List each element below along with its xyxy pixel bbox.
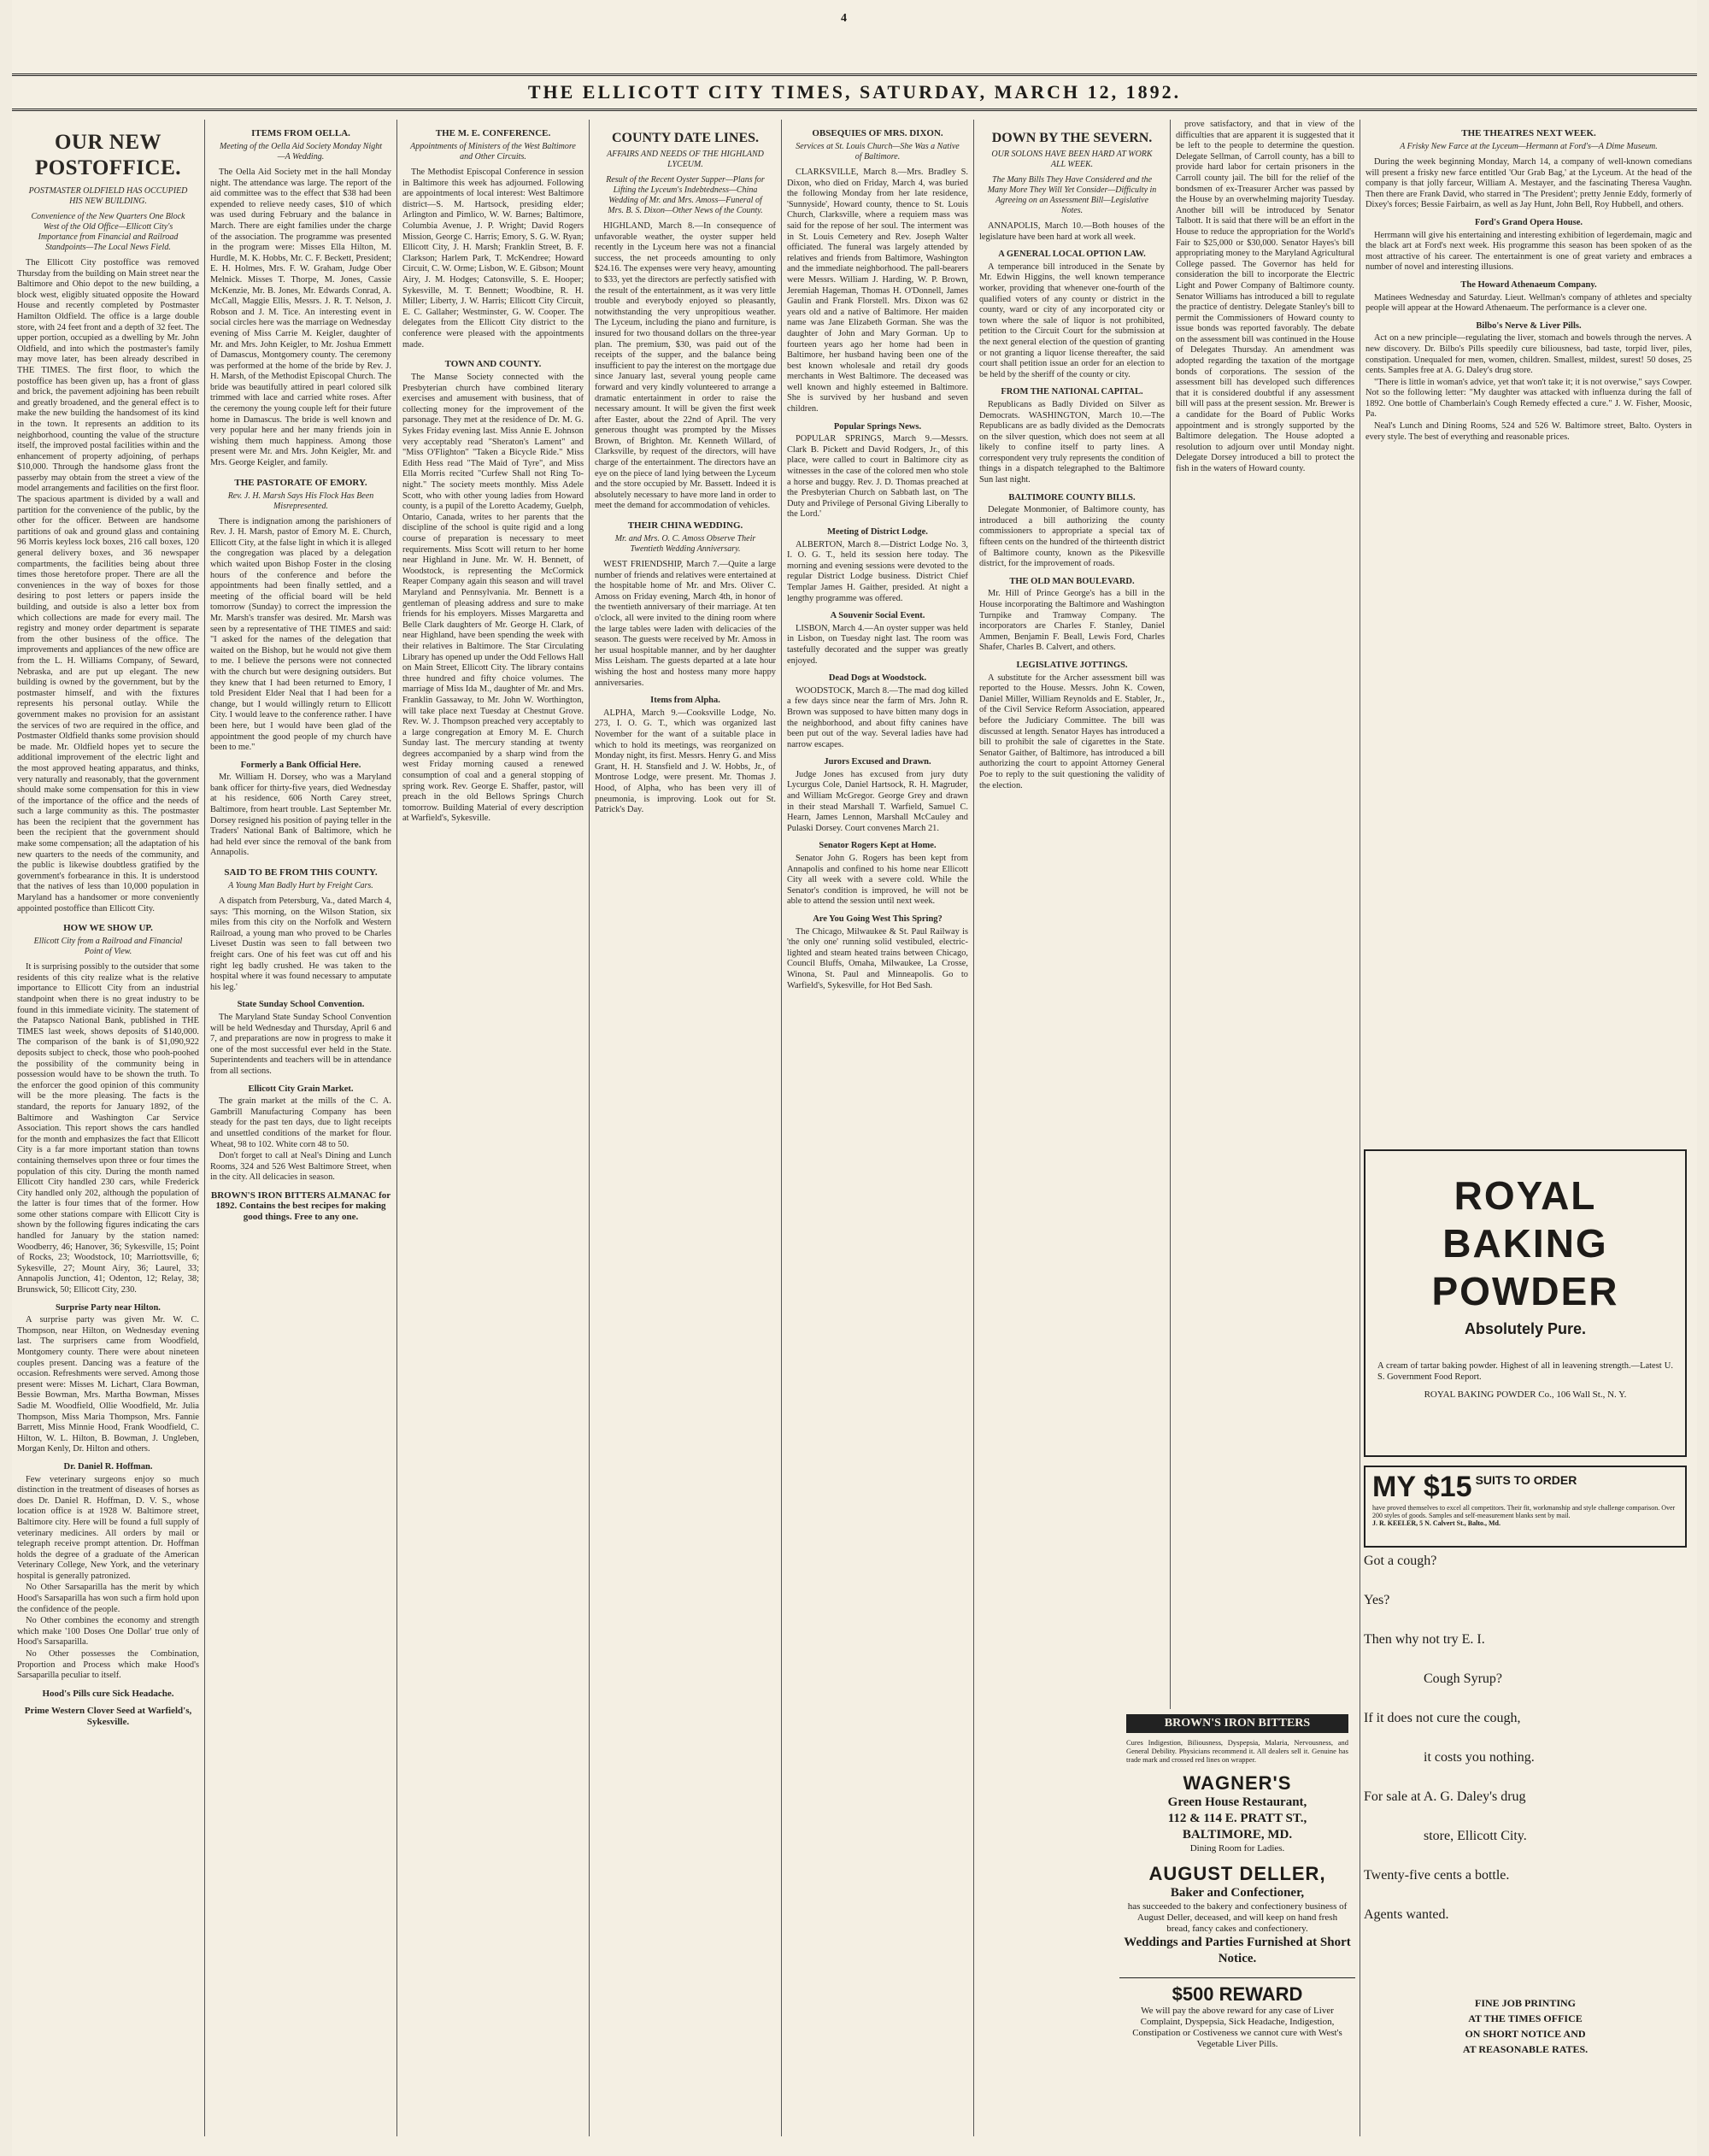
article-body: The Oella Aid Society met in the hall Monday night. The attendance was large. The report of the aid committee was to the effect that $38 had been expended to relieve needy cases, $10 of which was used during February and the balance in March. There are eight families under the charge of the association. The programme was presented in the program were: Misses Ella Hilton, M. Hurdle, M. K. Hobbs, Mr. C. F. Beckett, President; E. H. Holmes, Mrs. F. W. Graham, Judge Ober Melnick. Misses T. Thorpe, M. Jones, Cassie McKenzie, Mr. B. Jones, Mr. Edwards Conrad, A. McCall, Maggie Ellis, Messrs. J. R. T. Nelson, J. Robson and J. M. Tice. An interesting event in social circles here was the marriage on Wednesday evening of Miss Carrie M. Keigler, daughter of Mr. and Mrs. John Keigler, to Mr. Joshua Emmett of Damascus, Montgomery county. The ceremony was performed at the home of the bride by Rev. J. H. Marsh, of the Methodist Episcopal Church. The bride was beautifully attired in pearl colored silk trimmed with lace and carried white roses. After the ceremony the young couple left for their future home in Damascus. The bride is well known and very popular here and her many friends join in wishing them much happiness. Among those present were Mr. and Mrs. John Keigler, Mr. and Mrs. George Keigler, and family. — [210, 167, 391, 468]
deck: POSTMASTER OLDFIELD HAS OCCUPIED HIS NEW BUILDING. — [28, 186, 188, 206]
ad-deller-title: AUGUST DELLER, — [1148, 1863, 1326, 1884]
section-heading: Items from Alpha. — [650, 696, 720, 706]
ad-royal-line3: POWDER — [1431, 1269, 1619, 1313]
section-heading: Dr. Daniel R. Hoffman. — [63, 1461, 153, 1472]
article-body: ALPHA, March 9.—Cooksville Lodge, No. 273, I. O. G. T., which was organized last November for the want of a suitable place in which to hold its meetings, was reorganized on Monday night, its first. Messrs. Henry G. and Miss Grant, H. H. Stansfield and J. W. Hobbs, Jr., of Montrose Lodge, were present. Mr. Thomas J. Hood, of Alpha, who has been very ill of pneumonia, is improving. Look out for St. Patrick's Day. — [595, 708, 776, 815]
article-body: Mr. Hill of Prince George's has a bill in the House incorporating the Baltimore and Washington Turnpike and Tramway Company. The incorporators are Charles F. Stanley, Daniel Ammen, Benjamin F. Beall, Lewis Ford, Charles Shafer, Charles B. Calvert, and others. — [979, 589, 1165, 653]
deck: AFFAIRS AND NEEDS OF THE HIGHLAND LYCEUM. — [607, 150, 764, 169]
ad-text: Don't forget to call at Neal's Dining and Lunch Rooms, 324 and 526 West Baltimore Street, when in the city. All delicacies in season. — [210, 1151, 391, 1183]
article-body: Judge Jones has excused from jury duty Lycurgus Cole, Daniel Hartsock, R. H. Magruder, and William McGregor. George Grey and drawn in their stead Marshall T. Warfield, Samuel C. Hearn, James Lennon, Marshall McCauley and Pulaski Dorsey. Court convenes March 21. — [787, 769, 968, 833]
ad-suits-price: MY $15 — [1372, 1471, 1472, 1503]
ad-hoods-pills: Hood's Pills cure Sick Headache. — [42, 1688, 174, 1699]
article-body: "There is little in woman's advice, yet that won't take it; it is not overwise," says Cowper. Not so the following letter: "My daughter was attacked with influenza during the fall of 1892. One bottle of Chamberlain's Cough Remedy effected a cure." J. W. Fisher, Moosic, Pa. — [1365, 377, 1692, 420]
article-body: ANNAPOLIS, March 10.—Both houses of the legislature have been hard at work all week. — [979, 221, 1165, 242]
section-heading: FROM THE NATIONAL CAPITAL. — [1001, 387, 1143, 397]
deck: OUR SOLONS HAVE BEEN HARD AT WORK ALL WEEK. — [991, 150, 1153, 169]
ad-royal-line1: ROYAL — [1454, 1173, 1597, 1218]
column-1 — [12, 120, 204, 2136]
article-body: The Ellicott City postoffice was removed Thursday from the building on Main street near the Baltimore and Ohio depot to the new building, a block west, eligibly situated opposite the Howard House and recently completed by Postmaster Hamilton Oldfield. The office is a large double store, with 24 feet front and a depth of 32 feet. The upper portion, occupied as a dwelling by Mr. John Oldfield, and into which the postmaster's family may move later, has been already described in THE TIMES. The first floor, to which the postoffice has been given up, has a front of glass and brick, the pavement adjoining has been rebuilt and greatly broadened, and the general effect is to make the new building the handsomest of its kind in the town. It represents an addition to its neighborhood, counting the value of the structure itself, the improved postal facilities within and the enhancement of property adjoining, of perhaps $10,000. Through the handsome glass front the passerby may obtain from the street a view of the model arrangements and facilities on the first floor. The spacious apartment is divided by a wall and partition for the convenience of the public, by the other for the officer. Between are handsome partitions of oak and ground glass and containing 96 Morris keyless lock boxes, 216 call boxes, 120 general delivery boxes, and 36 newspaper compartments, the facilities being about three times those heretofore proper. There are all the conveniences in the way of boxes for those desiring to post letters or papers inside the building, and outside is also a letter box from which collections are made for every mail. The registry and money order department is separate from the other business of the office. The improvements and appliances of the new office are from the L. H. Williams Company, of Seward, Nebraska, and are put up elegant. The new building is owned by the government, but by the postmaster himself, and with the fixtures represents his personal outlay. While the government makes no provision for an assistant the services of two are required in the office, and Postmaster Oldfield thanks some provision should be made. Mr. Oldfield hopes yet to secure the additional improvement of the electric light and the most approved heating apparatus, and thinks, very naturally and reasonably, that the government should make some compensation for this in view of the importance of the office and the needs of such a large community as this. The postmaster has been the recipient that the government has been the recipient that the government should make some compensation; all the adaptation of his new quarters to the needs of the community, and the public is likewise doubtless gratified by the government's forbearance in this. It is understood that the natives of less than 10,000 population in Maryland has a handsomer or more conveniently appointed postoffice than Ellicott City. — [17, 258, 199, 914]
newspaper-page — [12, 0, 1697, 2156]
cough-line: it costs you nothing. — [1424, 1750, 1535, 1765]
section-heading: Meeting of District Lodge. — [827, 527, 928, 537]
cough-line: Yes? — [1364, 1593, 1390, 1607]
article-body: Delegate Monmonier, of Baltimore county, has introduced a bill authorizing the county commissioners to appropriate a special tax of fifteen cents on the hundred of the thirteenth district of Baltimore county, known as the Pikesville district, for the improvement of roads. — [979, 505, 1165, 569]
column-3 — [397, 120, 589, 2136]
ad-wagner-title: WAGNER'S — [1183, 1772, 1292, 1794]
article-body: A substitute for the Archer assessment bill was reported to the House. Messrs. John K. Cowen, Daniel Miller, William Reynolds and E. Stabler, Jr., of the Civil Service Reform Association, appeared before the Judiciary Committee. The bill was discussed at length. Senator Hayes has introduced a bill to prohibit the sale of cigarettes in the State. Senator Gaither, of Baltimore, has introduced a bill authorizing the court to appoint Attorney General Poe to reply to the suit questioning the validity of the election. — [979, 673, 1165, 790]
deck: Ellicott City from a Railroad and Financial Point of View. — [33, 937, 183, 957]
section-heading: Popular Springs News. — [833, 421, 922, 432]
ad-job-printing — [1364, 1995, 1687, 2098]
section-heading: OBSEQUIES OF MRS. DIXON. — [812, 128, 943, 138]
ad-browns-iron-bitters: BROWN'S IRON BITTERS — [1126, 1714, 1348, 1733]
article-body: A surprise party was given Mr. W. C. Thompson, near Hilton, on Wednesday evening last. The surprisers came from Woodfield, Montgomery county. There were about nineteen couples present. Dancing was a feature of the occasion. Refreshments were served. Among those present were: Misses M. Lichart, Clara Bowman, Bessie Bowman, Mrs. Martha Bowman, Misses Sadie M. Woodfield, Ollie Woodfield, Mr. Julia Thompson, Miss Maria Thompson, Mrs. Fannie Barrett, Miss Minnie Hood, Frank Woodfield, C. Hilton, W. L. Hilton, B. Bowman, J. Ungleben, Morgan Kenly, Dr. Hilton and others. — [17, 1315, 199, 1454]
subdeck: Convenience of the New Quarters One Block West of the Old Office—Ellicott City's Importance from Financial and Railroad Standpoints—The Local News Field. — [31, 212, 185, 252]
article-body: Herrmann will give his entertaining and interesting exhibition of legerdemain, magic and the black art at Ford's next week. His programme this season has been spoken of as the most attractive of his career. The entertainment is one of great variety and embraces a number of novel and interesting illusions. — [1365, 230, 1692, 273]
subdeck: Result of the Recent Oyster Supper—Plans for Lifting the Lyceum's Indebtedness—China Wedding of Mr. and Mrs. Amoss—Funeral of Mrs. B. S. Dixon—Other News of the County. — [606, 175, 765, 215]
article-body: Neal's Lunch and Dining Rooms, 524 and 526 W. Baltimore street, Balto. Oysters in every style. The best of everything and reasonable prices. — [1365, 421, 1692, 442]
section-heading: Jurors Excused and Drawn. — [824, 757, 931, 767]
ad-reward-title: $500 REWARD — [1119, 1977, 1355, 2006]
section-heading: THE OLD MAN BOULEVARD. — [1009, 576, 1135, 586]
ad-royal-tag: Absolutely Pure. — [1464, 1320, 1587, 1337]
ad-text: No Other Sarsaparilla has the merit by which Hood's Sarsaparilla has won such a firm hold upon the confidence of the people. — [17, 1583, 199, 1614]
section-heading: ITEMS FROM OELLA. — [251, 128, 350, 138]
subdeck: The Many Bills They Have Considered and the Many More They Will Yet Consider—Difficulty in Agreeing on an Assessment Bill—Legislative Notes. — [987, 175, 1157, 215]
article-body: During the week beginning Monday, March 14, a company of well-known comedians will present a frisky new farce entitled 'Our Grab Bag,' at the Lyceum. At the head of the company is that jolly farceur, William A. Mestayer, and the fascinating Theresa Vaughn. Then there are Frank David, who starred in 'The President'; pretty Jennie Eddy, formerly of Dixey's forces; Bessie Fairbairn, as well as Jay Hunt, John Bell, Roy Hubbell, and others. — [1365, 157, 1692, 210]
section-heading: THE PASTORATE OF EMORY. — [234, 477, 367, 488]
ad-wagner-line: 112 & 114 E. PRATT ST., — [1167, 1812, 1307, 1825]
article-body: The grain market at the mills of the C. A. Gambrill Manufacturing Company has been steady for the past ten days, due to light receipts and unsettled conditions of the market for flour. Wheat, 98 to 102. White corn 48 to 50. — [210, 1096, 391, 1149]
article-body: prove satisfactory, and that in view of the difficulties that are apparent it is suggested that it be left to the people to determine the question. Delegate Sellman, of Carroll county, has a bill to provide hard labor for certain prisoners in the Carroll county jail. The bill for the relief of the bondsmen of ex-Treasurer Archer was passed by the House by an overwhelming majority Tuesday. Another bill will be introduced by Senator Talbott. It is said that there will be an effort in the House to reduce the appropriation for the World's Fair to $25,000 or $30,000. Senator Hayes's bill appropriating money to the Maryland Agricultural College passed. The Governor has held for consideration the bill to incorporate the Electric Light and Power Company of Baltimore county. Senator Williams has introduced a bill to regulate the practice of dentistry. Delegate Stanley's bill to permit the Commissioners of Howard county to issue bonds was reported favorably. The debate on the assessment bill was continued in the House of Delegates Thursday. An amendment was adopted regarding the taxation of the mortgage bonds of corporations. The session of the assessment bill has developed such differences that it is considered doubtful if any assessment bill will pass at the present session. Mr. Brewer is a candidate for the Board of Public Works appointment and is strongly supported by the Baltimore delegation. The House adopted a resolution to adjourn over until Monday night. Delegate Dorsey introduced a bill to protect the fish in the waters of Howard county. — [1176, 120, 1354, 473]
article-body: Republicans as Badly Divided on Silver as Democrats. WASHINGTON, March 10.—The Republicans are as badly divided as the Democrats on the silver question, which does not seem at all likely to confine itself to party lines. A correspondent very truly represents the condition of things in a dispatch telegraphed to the Baltimore Sun last night. — [979, 399, 1165, 485]
article-body: A dispatch from Petersburg, Va., dated March 4, says: 'This morning, on the Wilson Station, six miles from this city on the Norfolk and Western Railroad, a young man who proved to be Charles Liveset Dustin was seen to fall between two freight cars. One of his feet was cut off and his right leg badly crushed. He was taken to the hospital where it was found necessary to amputate his leg.' — [210, 896, 391, 992]
ad-royal-baking-powder — [1364, 1149, 1687, 1457]
deck: Rev. J. H. Marsh Says His Flock Has Been Misrepresented. — [227, 491, 374, 511]
deck: Services at St. Louis Church—She Was a Native of Baltimore. — [796, 142, 960, 162]
deck: A Young Man Badly Hurt by Freight Cars. — [228, 881, 373, 891]
section-heading: A Souvenir Social Event. — [830, 611, 925, 621]
headline-down-by-the-severn: DOWN BY THE SEVERN. — [991, 131, 1153, 145]
article-body: ALBERTON, March 8.—District Lodge No. 3, I. O. G. T., held its session here today. The morning and evening sessions were devoted to the regular District Lodge business. District Chief Templar James H. Gaither, presided. At night a lengthy programme was offered. — [787, 539, 968, 603]
ad-wagner-line: Green House Restaurant, — [1167, 1795, 1307, 1809]
deck: Meeting of the Oella Aid Society Monday Night—A Wedding. — [219, 142, 383, 162]
ad-royal-company: ROYAL BAKING POWDER Co., 106 Wall St., N. Y. — [1424, 1389, 1627, 1400]
ad-text: No Other combines the economy and strength which make '100 Doses One Dollar' true only of Hood's Sarsaparilla. — [17, 1616, 199, 1648]
ad-suits-name: J. R. KEELER, 5 N. Calvert St., Balto., Md. — [1372, 1519, 1501, 1527]
article-body: There is indignation among the parishioners of Rev. J. H. Marsh, pastor of Emory M. E. Church, Ellicott City, at the false light in which it is alleged the congregation was placed by a delegation which waited upon Bishop Foster in the closing hours of the conference and before the appointments had been finally settled, and a meeting of the official board will be held tomorrow (Sunday) to correct the impression the Mr. Marsh's transfer was desired. Mr. Marsh was seen by a representative of THE TIMES and said: "I asked for the names of the delegation that waited on the Bishop, but he would not give them to me. I believe the persons were not connected with the church but were designing outsiders. But they knew that I had been returned to Emory, I told President Elder Neal that I had been for a change, but I would willingly return to Ellicott City. I would leave to the conference rather. I have been here, but I would have been glad of the appointment the good people of my church have been to me." — [210, 516, 391, 753]
ad-reward-text: We will pay the above reward for any case of Liver Complaint, Dyspepsia, Sick Headache, Indigestion, Constipation or Costiveness we cannot cure with West's Vegetable Liver Pills. — [1132, 2006, 1342, 2049]
headline-county-date-lines: COUNTY DATE LINES. — [611, 131, 760, 145]
ad-suits-text: have proved themselves to excel all competitors. Their fit, workmanship and style challenge comparison. Over 200 styles of goods. Samples and self-measurement blanks sent by mail. — [1372, 1504, 1676, 1519]
cough-line: store, Ellicott City. — [1424, 1829, 1527, 1843]
ad-royal-line2: BAKING — [1442, 1221, 1608, 1266]
article-body: Few veterinary surgeons enjoy so much distinction in the treatment of diseases of horses as does Dr. Daniel R. Hoffman, D. V. S., whose location office is at 1928 W. Baltimore street, Baltimore city. Here will be found a full supply of veterinary medicines. All orders by mail or telegraph receive prompt attention. Dr. Hoffman holds the degree of a graduate of the American Veterinary College, New York, and the veterinary hospital is generally patronized. — [17, 1474, 199, 1581]
section-heading: BALTIMORE COUNTY BILLS. — [1008, 492, 1136, 502]
section-heading: THE M. E. CONFERENCE. — [435, 128, 551, 138]
article-body: CLARKSVILLE, March 8.—Mrs. Bradley S. Dixon, who died on Friday, March 4, was buried the following Monday from her late residence, 'Sunnyside', Howard county, thence to St. Louis Church, Clarksville, where a requiem mass was said for the repose of her soul. The interment was in St. Louis Cemetery and Rev. Joseph Walter officiated. The funeral was largely attended by relatives and friends from Baltimore, Washington and the immediate neighborhood. The pall-bearers were Messrs. William J. Harding, W. P. Brown, Jeremiah Hageman, Thomas H. O'Donnell, James Gaulin and Frank Florstell. Mrs. Dixon was 62 years old and a native of Baltimore. Her maiden name was Jane Elizabeth Gorman. She was the daughter of John and Mary Gorman. Up to fourteen years ago her home had been in Baltimore, her husband having been one of the best known wholesale and retail dry goods merchants in West Baltimore. The deceased was well known and highly esteemed in Baltimore. She is survived by her husband and seven children. — [787, 167, 968, 414]
cough-line: Cough Syrup? — [1424, 1671, 1502, 1686]
job-line: AT REASONABLE RATES. — [1462, 2043, 1589, 2055]
deck: A Frisky New Farce at the Lyceum—Hermann at Ford's—A Dime Museum. — [1400, 142, 1658, 151]
ad-suits-to-order — [1364, 1466, 1687, 1548]
article-body: The Chicago, Milwaukee & St. Paul Railway is 'the only one' running solid vestibuled, electric-lighted and steam heated trains between Chicago, Council Bluffs, Omaha, Milwaukee, La Crosse, Winona, St. Paul and Minneapolis. Go to Warfield's, Sykesville, for Hot Bed Sash. — [787, 926, 968, 990]
article-body: Act on a new principle—regulating the liver, stomach and bowels through the nerves. A new discovery. Dr. Bilbo's Pills speedily cure biliousness, bad taste, torpid liver, piles, constipation. Unequaled for men, women, children. Smallest, mildest, surest! 50 doses, 25 cents. Samples free at A. G. Daley's drug store. — [1365, 333, 1692, 376]
cough-line: For sale at A. G. Daley's drug — [1364, 1789, 1526, 1804]
cough-line: If it does not cure the cough, — [1364, 1711, 1521, 1725]
column-7 — [1171, 120, 1360, 1701]
article-body: Mr. William H. Dorsey, who was a Maryland bank officer for thirty-five years, died Wednesday at his residence, 606 North Carey street, Baltimore, from heart trouble. Last September Mr. Dorsey resigned his position of paying teller in the Traders' National Bank of Baltimore, which he had held ever since the removal of the bank from Annapolis. — [210, 773, 391, 858]
article-body: It is surprising possibly to the outsider that some residents of this city realize what is the relative importance to Ellicott City from an industrial standpoint when there is no great industry to be found in this immediate vicinity. The statement of the Patapsco National Bank, published in THE TIMES last week, shows deposits of $140,000. The comparison of the bank is of $1,090,922 deposits subject to check, those who pooh-poohed the possibility of the community being in possession would have to be shown the truth. To the enforcer the good opinion of this community will be the more pleasing. The facts is the standard, the reports for January 1892, of the Baltimore and Washington Car Service Association. This report shows the cars handled for the month and emphasizes the fact that Ellicott City is a far more important station than towns containing themselves upon three or four times the population of this city. During the month named Ellicott City handled 230 cars, while Frederick City handled only 202, although the population of the latter is four times that of the former. How some other stations compare with Ellicott City is shown by the following figures indicating the cars handled for January by the station named: Woodberry, 46; Hanover, 36; Sykesville, 15; Point of Rocks, 23; Woodstock, 10; Marriottsville, 6; Sykesville, 27; Mount Airy, 36; Laurel, 33; Annapolis Junction, 41; Odenton, 12; Relay, 38; Brunswick, 50; Ellicott City, 230. — [17, 962, 199, 1295]
section-heading: Dead Dogs at Woodstock. — [828, 673, 927, 684]
section-heading: Ford's Grand Opera House. — [1474, 217, 1583, 227]
section-heading: Formerly a Bank Official Here. — [240, 760, 361, 770]
article-body: Matinees Wednesday and Saturday. Lieut. Wellman's company of athletes and specialty people will appear at the Howard Athenaeum. The performance is a clever one. — [1365, 292, 1692, 314]
column-8 — [1360, 120, 1697, 1145]
section-heading: Surprise Party near Hilton. — [56, 1302, 161, 1313]
masthead — [12, 73, 1697, 111]
cough-line: Got a cough? — [1364, 1554, 1437, 1568]
job-line: ON SHORT NOTICE AND — [1465, 2028, 1586, 2040]
deck: Mr. and Mrs. O. C. Amoss Observe Their Twentieth Wedding Anniversary. — [614, 534, 756, 555]
article-body: WEST FRIENDSHIP, March 7.—Quite a large number of friends and relatives were entertained at the hospitable home of Mr. and Mrs. Oliver C. Amoss on Friday evening, March 4th, in honor of the twentieth anniversary of their marriage. At ten o'clock, all were invited to the dining room where the large tables were laden with delicacies of the season. The guests were received by Mr. Amoss in her usual hospitable manner, and by her daughter Miss Leisham. The guests departed at a late hour wishing the host and hostess many more happy anniversaries. — [595, 560, 776, 688]
page-number: 4 — [841, 12, 847, 25]
section-heading: Bilbo's Nerve & Liver Pills. — [1476, 320, 1582, 331]
ad-deller-line: Weddings and Parties Furnished at Short Notice. — [1124, 1936, 1351, 1965]
ad-browns-almanac: BROWN'S IRON BITTERS ALMANAC for 1892. Contains the best recipes for making good things. Free to any one. — [210, 1190, 391, 1223]
job-line: FINE JOB PRINTING — [1474, 1997, 1576, 2009]
ad-wagner-restaurant — [1119, 1709, 1355, 2136]
article-body: The Manse Society connected with the Presbyterian church have combined literary exercises and amusement with business, that of collecting money for the improvement of the parsonage. They met at the residence of Dr. M. G. Sykes Friday evening last. Miss Annie E. Johnson very acceptably read "Sheraton's Lament" and "Miss O'Flighton" "Taken a Bicycle Ride." Miss Edith Hess read "The Maid of Tyre", and Miss Ella Morris recited "Curfew Shall not Ring To-night." The society meets monthly. Miss Adele Scott, who with other young ladies from Howard county, is a pupil of the Loretto Academy, Guelph, Ontario, Canada, writes to her parents that the discipline of the school is quite rigid and a long course of preparation is necessary to meet requirements. Miss Scott will return to her home near Highland in June. Mr. W. H. Bennett, of Woodstock, is representing the McCormick Reaper Company again this season and will travel Maryland and Pennsylvania. Mr. Bennett is a gentleman of pleasing address and sure to make friends for his employers. Misses Margaretta and Belle Clark daughters of Mr. George H. Clark, of near Highland, have been spending the week with their relatives in Baltimore. The Star Circulating Library has opened up under the Odd Fellows Hall on Main Street, Ellicott City. The library contains three hundred and fifty choice volumes. The marriage of Miss Ida M., daughter of Mr. and Mrs. Franklin Gassaway, to Mr. John W. Worthington, will take place next Tuesday at Chestnut Grove. Rev. W. J. Thompson preached very acceptably to a large congregation at Emory M. E. Church Sunday last. The mercury standing at twenty degrees accompanied by a sharp wind from the west Friday morning caused a renewed consumption of coal and a general stopping of spring work. Rev. George E. Shaffer, pastor, will preach in the old Bellows Springs Church tomorrow. Building Material of every description at Warfield's, Sykesville. — [402, 373, 584, 824]
article-body: The Maryland State Sunday School Convention will be held Wednesday and Thursday, April 6 and 7, and preparations are now in progress to make it one of the most successful ever held in the State. Superintendents and teachers will be in attendance from all sections. — [210, 1012, 391, 1076]
article-body: HIGHLAND, March 8.—In consequence of unfavorable weather, the oyster supper held recently in the Lyceum here was not a financial success, the net proceeds amounting to only $24.16. The expenses were very heavy, amounting to $33, yet the directors are perfectly satisfied with the result of the entertainment, as it was very little trouble and everybody enjoyed so pleasantly, notwithstanding the very unpropitious weather. The Lyceum, including the piano and furniture, is insured for two thousand dollars on the three-year plan. The premium, $30, was paid out of the receipts of the supper, and the balance being insufficient to pay the interest on the mortgage due since January last, several young people came forward and very kindly volunteered to arrange a dramatic entertainment in order to raise the necessary amount. It will be given the first week after Easter, about the 22nd of April. The very generous thought was prompted by the Misses Brown, of Brighton. Mr. Kenneth Willard, of Clarksville, by request of the directors, will have charge of the entertainment. The directors have an eye on the piece of land lying between the Lyceum and the store occupied by Mr. Bassett. Indeed it is absolutely necessary to have more land in order to meet the demand for accommodation of vehicles. — [595, 221, 776, 511]
article-body: WOODSTOCK, March 8.—The mad dog killed a few days since near the farm of Mrs. John R. Brown was supposed to have bitten many dogs in the neighborhood, and about fifty canines have been put out of the way. Several ladies have had narrow escapes. — [787, 685, 968, 749]
section-heading: SAID TO BE FROM THIS COUNTY. — [224, 867, 378, 878]
section-heading: State Sunday School Convention. — [237, 1000, 365, 1010]
ad-browns-text: Cures Indigestion, Biliousness, Dyspepsia, Malaria, Nervousness, and General Debility. Physicians recommend it. All dealers sell it. Genuine has trade mark and crossed red lines on wrapper. — [1126, 1738, 1348, 1764]
article-body: The Methodist Episcopal Conference in session in Baltimore this week has adjourned. Following are appointments of local interest: West Baltimore district—S. M. Hartsock, presiding elder; Arlington and Pimlico, W. W. Barnes; Baltimore, Columbia Avenue, J. P. Wright; David Rogers Mission, George C. Harris; Emory, S. G. W. Ryan; Ellicott City, J. H. Marsh; Franklin Street, B. F. Clarkson; Harlem Park, T. McKendree; Howard Circuit, C. W. Orme; Lisbon, W. E. Gibson; Mount Airy, J. M. Hodges; Catonsville, S. E. Hooper; Sykesville, M. T. Bennett; Woodbine, R. H. Miller; Liberty, J. W. Harris; Ellicott City Circuit, E. C. Gallaher; Westminster, G. W. Cooper. The delegates from the Ellicott City district to the conference were pleased with the appointments made. — [402, 167, 584, 350]
ad-wagner-line: BALTIMORE, MD. — [1182, 1828, 1293, 1842]
deck: Appointments of Ministers of the West Baltimore and Other Circuits. — [410, 142, 576, 162]
ad-deller-line: Baker and Confectioner, — [1170, 1886, 1305, 1900]
section-heading: Senator Rogers Kept at Home. — [819, 841, 937, 851]
cough-line: Then why not try E. I. — [1364, 1632, 1485, 1647]
headline-postoffice: OUR NEW POSTOFFICE. — [34, 131, 182, 179]
ad-clover-seed: Prime Western Clover Seed at Warfield's, Sykesville. — [24, 1706, 192, 1727]
section-heading: Ellicott City Grain Market. — [248, 1084, 354, 1094]
cough-line: Agents wanted. — [1364, 1907, 1449, 1922]
section-heading: THEIR CHINA WEDDING. — [627, 520, 743, 532]
ad-wagner-line: Dining Room for Ladies. — [1189, 1843, 1285, 1853]
job-line: AT THE TIMES OFFICE — [1468, 2012, 1583, 2024]
section-heading: The Howard Athenaeum Company. — [1460, 279, 1597, 290]
ad-royal-text: A cream of tartar baking powder. Highest of all in leavening strength.—Latest U. S. Government Food Report. — [1377, 1361, 1673, 1382]
column-4 — [590, 120, 781, 2136]
ad-deller-text: has succeeded to the bakery and confectionery business of August Deller, deceased, and will keep on hand fresh bread, fancy cakes and confectionery. — [1127, 1901, 1348, 1934]
cough-line: Twenty-five cents a bottle. — [1364, 1868, 1510, 1883]
ad-suits-tag: SUITS TO ORDER — [1475, 1473, 1577, 1487]
section-heading: TOWN AND COUNTY. — [444, 359, 542, 370]
ad-text: No Other possesses the Combination, Proportion and Process which make Hood's Sarsaparilla peculiar to itself. — [17, 1649, 199, 1681]
article-body: POPULAR SPRINGS, March 9.—Messrs. Clark B. Pickett and David Rodgers, Jr., of this place, were called to court in Baltimore city as witnesses in the case of the colored men who stole a horse and buggy. Rev. J. D. Thomas preached at the Presbyterian Church on Sabbath last, on 'The Duty and Privilege of Personal Giving Liberally to the Lord.' — [787, 434, 968, 520]
section-heading: THE THEATRES NEXT WEEK. — [1461, 128, 1596, 138]
section-heading: A GENERAL LOCAL OPTION LAW. — [998, 250, 1146, 260]
column-5 — [782, 120, 973, 2136]
column-2 — [205, 120, 396, 2136]
article-body: LISBON, March 4.—An oyster supper was held in Lisbon, on Tuesday night last. The room was tastefully decorated and the supper was greatly enjoyed. — [787, 623, 968, 666]
section-heading: Are You Going West This Spring? — [813, 914, 943, 924]
section-heading: LEGISLATIVE JOTTINGS. — [1016, 660, 1128, 670]
masthead-title: THE ELLICOTT CITY TIMES, SATURDAY, MARCH 12, 1892. — [527, 81, 1182, 103]
article-body: A temperance bill introduced in the Senate by Mr. Edwin Higgins, the well known temperance worker, providing that whenever one-fourth of the qualified voters of any county or district in the county, ward or city of any incorporated city or town where the sale of liquor is not prohibited, petition to the Circuit Court for the submission at the next general election of the question of granting or not granting a liquor license thereafter, the said court shall petition issue an order for an election to be held by the sheriff of the county or city. — [979, 261, 1165, 379]
ad-cough-syrup — [1364, 1554, 1687, 1981]
section-heading: HOW WE SHOW UP. — [63, 923, 153, 934]
article-body: Senator John G. Rogers has been kept from Annapolis and confined to his home near Ellicott City all week with a severe cold. While the Senator's condition is improved, he will not be able to attend the session until next week. — [787, 854, 968, 907]
